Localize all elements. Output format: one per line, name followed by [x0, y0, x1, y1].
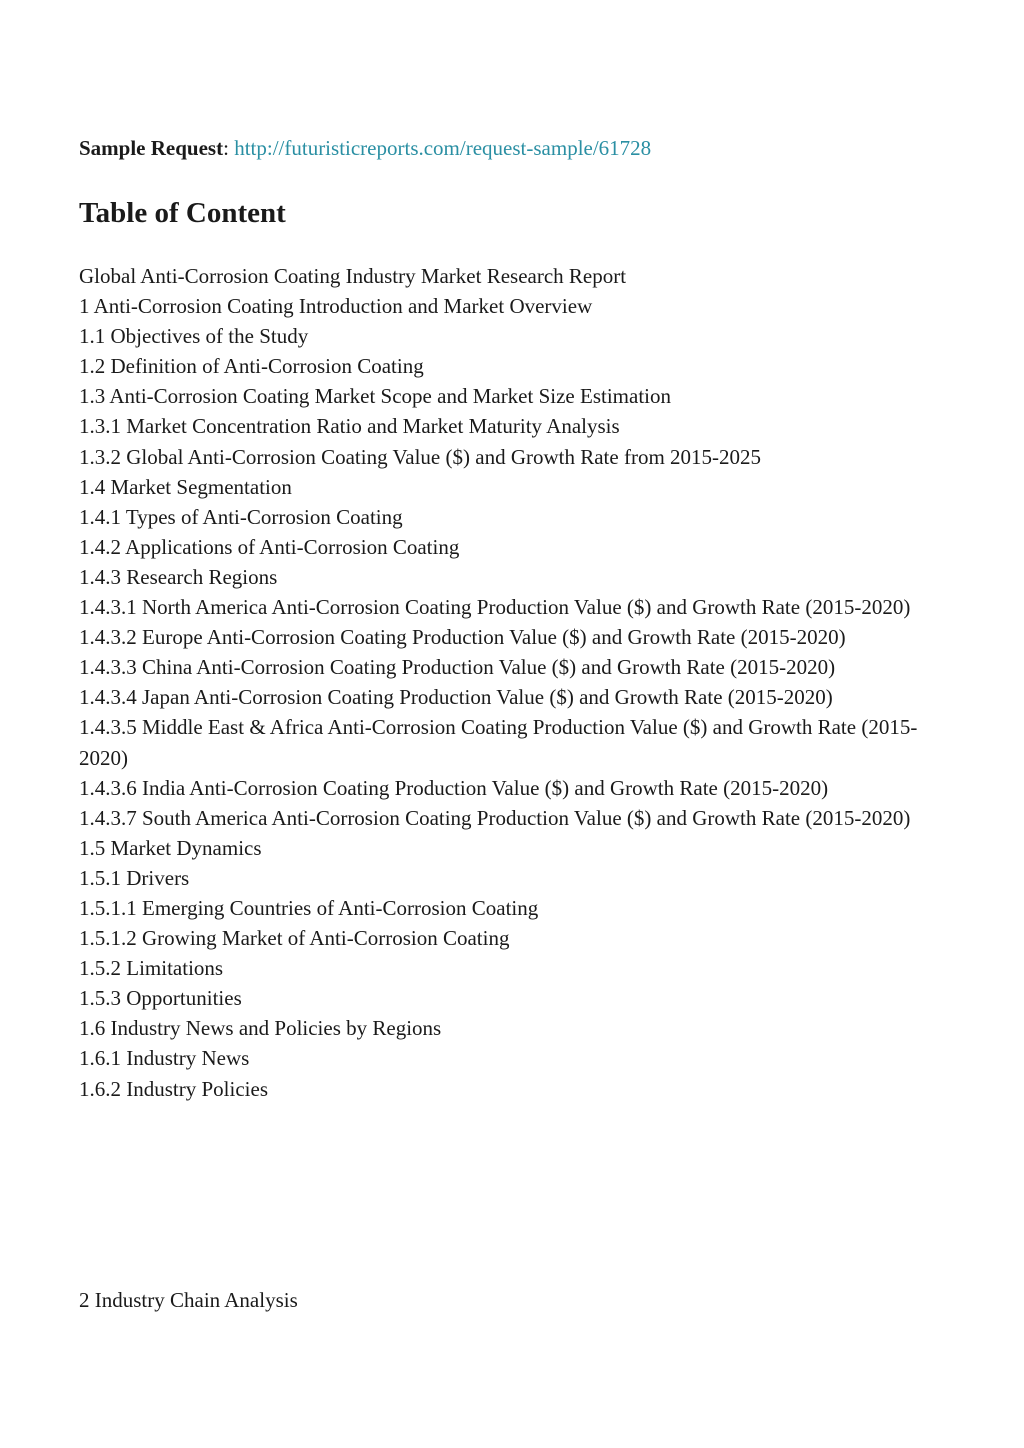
- toc-item: 1.5.1 Drivers: [79, 865, 190, 890]
- toc-item: 1.4.3 Research Regions: [79, 564, 278, 589]
- toc-item: 1.6 Industry News and Policies by Regions: [79, 1016, 442, 1041]
- toc-item: 1.4.2 Applications of Anti-Corrosion Coating: [79, 534, 460, 559]
- toc-item: 1.4 Market Segmentation: [79, 474, 292, 499]
- toc-item: 1.3 Anti-Corrosion Coating Market Scope and Market Size Estimation: [79, 384, 671, 409]
- toc-item: 1.3.2 Global Anti-Corrosion Coating Value ($) and Growth Rate from 2015-2025: [79, 444, 762, 469]
- sample-request-separator: :: [223, 136, 229, 160]
- toc-item: 1.4.3.3 China Anti-Corrosion Coating Production Value ($) and Growth Rate (2015-2020): [79, 655, 836, 680]
- toc-item: 1.4.3.2 Europe Anti-Corrosion Coating Production Value ($) and Growth Rate (2015-2020): [79, 625, 846, 650]
- toc-item: 1.6.1 Industry News: [79, 1046, 250, 1071]
- toc-item: 1.5.1.1 Emerging Countries of Anti-Corrosion Coating: [79, 895, 539, 920]
- toc-heading: Table of Content: [79, 197, 286, 229]
- toc-item: 1.5.3 Opportunities: [79, 986, 242, 1011]
- next-section-heading: 2 Industry Chain Analysis: [79, 1288, 298, 1312]
- sample-request-link[interactable]: http://futuristicreports.com/request-sample/61728: [234, 136, 652, 160]
- toc-item: 1.2 Definition of Anti-Corrosion Coating: [79, 354, 424, 379]
- sample-request-line: [79, 133, 651, 163]
- toc-item: 1.5 Market Dynamics: [79, 835, 262, 860]
- toc-list: [79, 261, 959, 1104]
- toc-item: 1.4.3.4 Japan Anti-Corrosion Coating Production Value ($) and Growth Rate (2015-2020): [79, 685, 833, 710]
- sample-request-label: Sample Request: [79, 136, 224, 160]
- toc-item: 1.5.2 Limitations: [79, 956, 224, 981]
- toc-item: 1 Anti-Corrosion Coating Introduction and Market Overview: [79, 294, 593, 319]
- toc-item: 1.5.1.2 Growing Market of Anti-Corrosion Coating: [79, 926, 510, 951]
- toc-item: 1.4.3.1 North America Anti-Corrosion Coating Production Value ($) and Growth Rate (2015-2020): [79, 595, 911, 620]
- toc-item: 1.4.3.5 Middle East & Africa Anti-Corrosion Coating Production Value ($) and Growth Rate (2015-2020): [79, 715, 918, 770]
- toc-item: 1.1 Objectives of the Study: [79, 324, 309, 349]
- toc-item: 1.3.1 Market Concentration Ratio and Market Maturity Analysis: [79, 414, 620, 439]
- toc-item: 1.4.3.7 South America Anti-Corrosion Coating Production Value ($) and Growth Rate (2015-2020): [79, 805, 911, 830]
- toc-item: 1.4.1 Types of Anti-Corrosion Coating: [79, 504, 403, 529]
- toc-item: 1.6.2 Industry Policies: [79, 1076, 268, 1101]
- toc-item: Global Anti-Corrosion Coating Industry Market Research Report: [79, 264, 627, 288]
- toc-item: 1.4.3.6 India Anti-Corrosion Coating Production Value ($) and Growth Rate (2015-2020): [79, 775, 829, 800]
